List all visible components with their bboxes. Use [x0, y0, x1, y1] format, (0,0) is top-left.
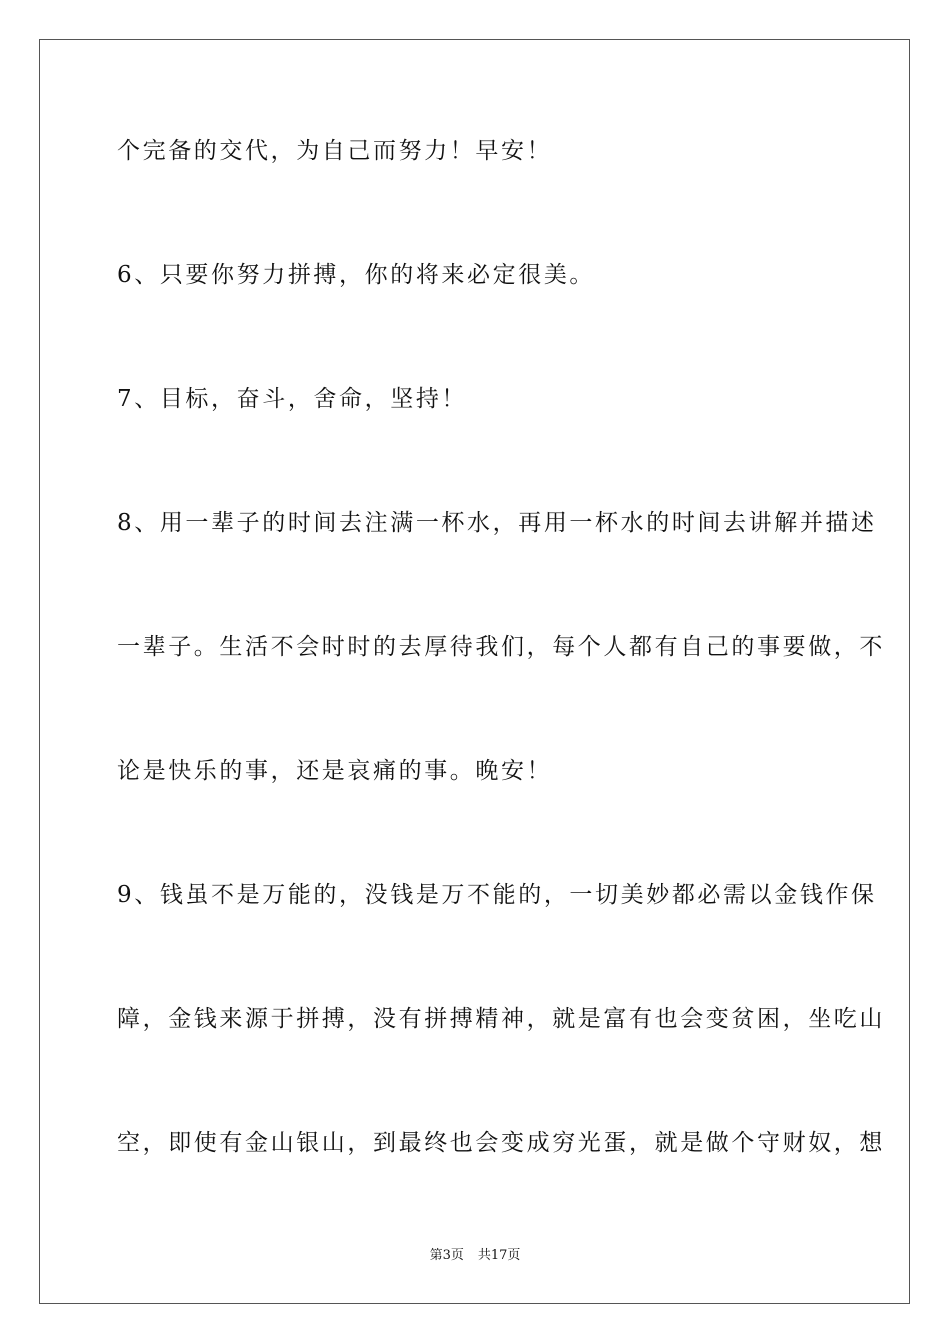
page-frame — [39, 39, 910, 1304]
text-line-8: 障，金钱来源于拼搏，没有拼搏精神，就是富有也会变贫困，坐吃山 — [117, 1006, 885, 1032]
text-line-7: 9、钱虽不是万能的，没钱是万不能的，一切美妙都必需以金钱作保 — [117, 882, 877, 908]
page-number: 第3页 — [429, 1248, 464, 1263]
text-line-5: 一辈子。生活不会时时的去厚待我们，每个人都有自己的事要做，不 — [117, 634, 885, 660]
page-footer — [0, 1247, 950, 1265]
text-line-4: 8、用一辈子的时间去注满一杯水，再用一杯水的时间去讲解并描述 — [117, 510, 877, 536]
page-total: 共17页 — [477, 1248, 521, 1263]
text-line-3: 7、目标，奋斗，舍命，坚持！ — [117, 386, 468, 412]
text-line-6: 论是快乐的事，还是哀痛的事。晚安！ — [117, 758, 553, 784]
text-line-2: 6、只要你努力拼搏，你的将来必定很美。 — [117, 262, 596, 288]
text-line-1: 个完备的交代，为自己而努力！早安！ — [117, 138, 553, 164]
text-line-9: 空，即使有金山银山，到最终也会变成穷光蛋，就是做个守财奴，想 — [117, 1130, 885, 1156]
